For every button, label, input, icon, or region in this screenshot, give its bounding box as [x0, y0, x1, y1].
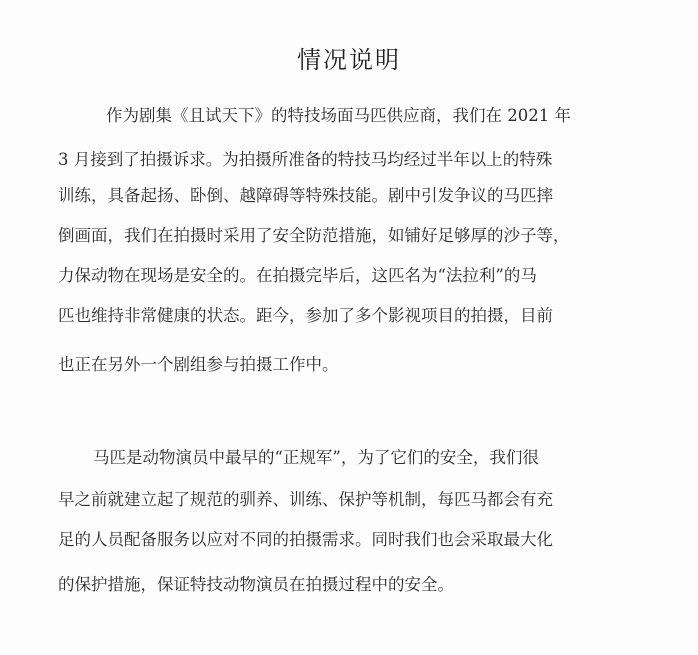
paragraph-1-line-1: 作为剧集《且试天下》的特技场面马匹供应商，我们在 2021 年: [106, 106, 571, 125]
paragraph-1-line-5: 力保动物在现场是安全的。在拍摄完毕后，这匹名为“法拉利”的马: [58, 266, 537, 285]
paragraph-2-line-4: 的保护措施，保证特技动物演员在拍摄过程中的安全。: [58, 575, 454, 594]
paragraph-1-line-2: 3 月接到了拍摄诉求。为拍摄所准备的特技马均经过半年以上的特殊: [58, 150, 553, 169]
paragraph-1-line-7: 也正在另外一个剧组参与拍摄工作中。: [58, 355, 339, 374]
paragraph-2-line-2: 早之前就建立起了规范的驯养、训练、保护等机制，每匹马都会有充: [58, 490, 553, 509]
document-title: 情况说明: [297, 46, 401, 74]
paragraph-2-line-1: 马匹是动物演员中最早的“正规军”，为了它们的安全，我们很: [93, 448, 539, 467]
paragraph-2-line-3: 足的人员配备服务以应对不同的拍摄需求。同时我们也会采取最大化: [58, 530, 553, 549]
paragraph-1-line-6: 匹也维持非常健康的状态。距今，参加了多个影视项目的拍摄，目前: [58, 306, 553, 325]
paragraph-1-line-4: 倒画面，我们在拍摄时采用了安全防范措施，如铺好足够厚的沙子等，: [58, 226, 570, 245]
paragraph-1-line-3: 训练，具备起扬、卧倒、越障碍等特殊技能。剧中引发争议的马匹摔: [58, 186, 553, 205]
